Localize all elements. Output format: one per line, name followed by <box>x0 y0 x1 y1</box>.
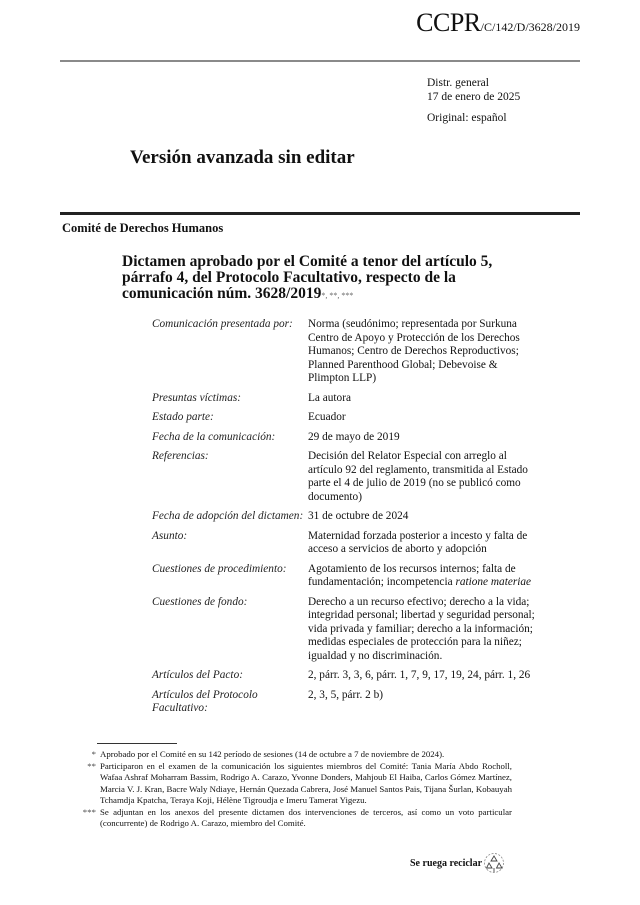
footnote-text: Se adjuntan en los anexos del presente dictamen dos intervenciones de terceros, así como un voto particular (concurrente) de Rodrigo A. Carazo, miembro del Comité. <box>100 806 512 828</box>
original-language: Original: español <box>427 112 507 124</box>
distribution: Distr. general <box>427 77 489 89</box>
meta-value: Ecuador <box>308 411 346 423</box>
metadata-table <box>152 318 572 722</box>
meta-value: Norma (seudónimo; representada por Surkuna Centro de Apoyo y Protección de los Derechos Humanos; Centro de Derechos Reproductivos; Planned Parenthood Global; Debevoise & Plimpton LLP) <box>308 318 520 384</box>
header-rule <box>60 60 580 62</box>
meta-label: Presuntas víctimas: <box>152 391 242 404</box>
meta-row <box>152 318 572 386</box>
title-text: Dictamen aprobado por el Comité a tenor del artículo 5, párrafo 4, del Protocolo Facultativo, respecto de la comunicación núm. 3628/2019 <box>122 253 493 302</box>
meta-value: Decisión del Relator Especial con arreglo al artículo 92 del reglamento, transmitida al Estado parte el 4 de julio de 2019 (no se publicó como documento) <box>308 450 528 503</box>
symbol-main: CCPR <box>416 8 481 37</box>
meta-value: 2, párr. 3, 3, 6, párr. 1, 7, 9, 17, 19, 24, párr. 1, 26 <box>308 669 531 681</box>
meta-label: Artículos del Protocolo Facultativo: <box>152 688 258 714</box>
distribution-block <box>427 76 520 104</box>
meta-value: Derecho a un recurso efectivo; derecho a la vida; integridad personal; libertad y seguridad personal; vida privada y familiar; derecho a la información; medidas especiales de protección para la niñez; igualdad y no discriminación. <box>308 595 535 662</box>
meta-value: 29 de mayo de 2019 <box>308 430 400 443</box>
committee-name: Comité de Derechos Humanos <box>62 221 224 235</box>
meta-label: Comunicación presentada por: <box>152 318 293 330</box>
footnote-mark: ** <box>87 760 96 771</box>
meta-row <box>152 510 572 524</box>
footnote <box>74 749 512 761</box>
meta-value: Maternidad forzada posterior a incesto y falta de acceso a servicios de aborto y adopción <box>308 529 528 555</box>
issue-date: 17 de enero de 2025 <box>427 91 521 103</box>
advance-version-label: Versión avanzada sin editar <box>130 147 355 168</box>
recycle-text: Se ruega reciclar <box>410 858 483 869</box>
footnote-rule <box>97 743 177 744</box>
title-footnote-marks: *, **, *** <box>321 291 354 300</box>
meta-row <box>152 450 572 504</box>
meta-label: Referencias: <box>152 450 209 462</box>
section-rule <box>60 212 580 215</box>
meta-value-text: Agotamiento de los recursos internos; falta de fundamentación; incompetencia <box>308 562 516 588</box>
symbol-sub: /C/142/D/3628/2019 <box>480 20 580 34</box>
meta-label: Estado parte: <box>152 411 214 423</box>
meta-value: 31 de octubre de 2024 <box>308 510 409 522</box>
footnote-text: Aprobado por el Comité en su 142 período de sesiones (14 de octubre a 7 de noviembre de 2024). <box>100 749 445 759</box>
meta-row <box>152 669 572 683</box>
meta-label: Fecha de la comunicación: <box>152 430 276 443</box>
document-symbol <box>0 8 580 38</box>
footnote <box>74 761 512 807</box>
meta-label: Fecha de adopción del dictamen: <box>152 510 304 522</box>
meta-row <box>152 596 572 664</box>
recycle-icon <box>483 852 505 874</box>
meta-row <box>152 689 572 716</box>
meta-label: Cuestiones de procedimiento: <box>152 562 287 575</box>
meta-row <box>152 530 572 557</box>
meta-value <box>308 563 540 590</box>
meta-label: Asunto: <box>152 529 188 542</box>
meta-row <box>152 563 572 590</box>
meta-value-italic: ratione materiae <box>455 576 532 588</box>
meta-row <box>152 392 572 406</box>
footnote-mark: *** <box>82 806 96 817</box>
meta-label: Artículos del Pacto: <box>152 669 243 681</box>
meta-label: Cuestiones de fondo: <box>152 595 248 608</box>
footnote-mark: * <box>91 749 96 759</box>
meta-value: La autora <box>308 391 351 404</box>
meta-row <box>152 411 572 425</box>
footnote-text: Participaron en el examen de la comunicación los siguientes miembros del Comité: Tania María Abdo Rocholl, Wafaa Ashraf Moharram Bassim, Rodrigo A. Carazo, Yvonne Donders, Mahjoub El Haiba, Carlos Gómez Martínez, Marcia V. J. Kran, Bacre Waly Ndiaye, Hernán Quezada Cabrera, José Manuel Santos Pais, Tijana Šurlan, Kobauyah Tchamdja Kpatcha, Teraya Koji, Hélène Tigroudja e Imeru Tamerat Yigezu. <box>100 760 512 805</box>
document-title <box>122 254 522 304</box>
meta-value: 2, 3, 5, párr. 2 b) <box>308 688 383 701</box>
footnotes <box>74 749 512 830</box>
footnote <box>74 807 512 830</box>
meta-row <box>152 431 572 445</box>
